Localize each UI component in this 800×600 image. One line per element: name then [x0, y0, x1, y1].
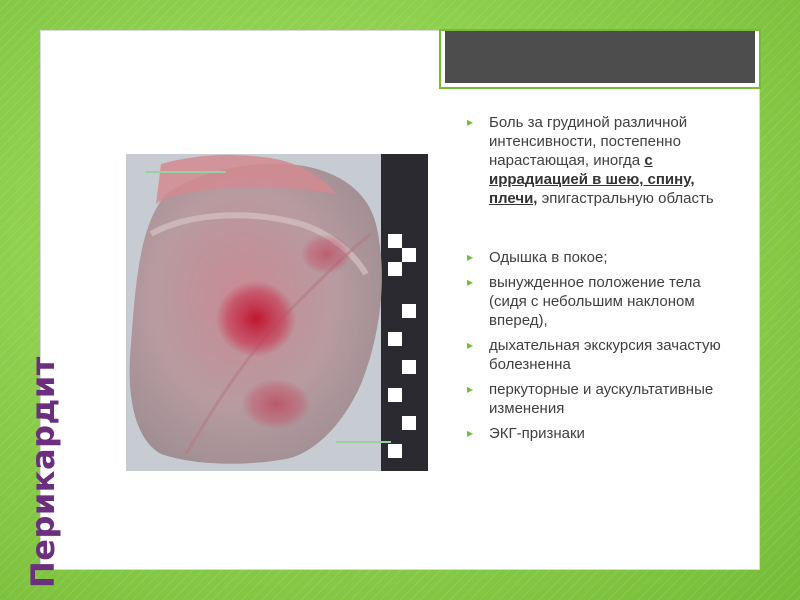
title-placeholder-tab: [441, 31, 759, 87]
list-item-emphasis: с иррадиацией в шею, спину, плечи,: [489, 152, 695, 207]
slide-panel: [40, 30, 760, 570]
list-item-text: Боль за грудиной различной интенсивности, постепенно нарастающая, иногда: [489, 114, 688, 169]
list-item-text: дыхательная экскурсия зачастую болезненна: [489, 337, 721, 373]
list-item-text: Одышка в покое;: [489, 249, 608, 266]
slide-title: Перикардит: [24, 356, 62, 588]
list-item-text: эпигастральную область: [537, 190, 714, 207]
list-item-percussion: [467, 380, 737, 418]
list-item-ecg: [467, 424, 737, 443]
symptoms-list: [467, 113, 737, 449]
list-item-text: вынужденное положение тела (сидя с небольшим наклоном вперед),: [489, 274, 701, 329]
list-item-forced-position: [467, 273, 737, 330]
list-item-breathing: [467, 336, 737, 374]
list-item-text: перкуторные и аускультативные изменения: [489, 381, 714, 417]
list-item-text: ЭКГ-признаки: [489, 425, 585, 442]
list-item-dyspnea: [467, 248, 737, 267]
heart-specimen-photo: [126, 154, 428, 471]
list-item-chest-pain: [467, 113, 737, 208]
